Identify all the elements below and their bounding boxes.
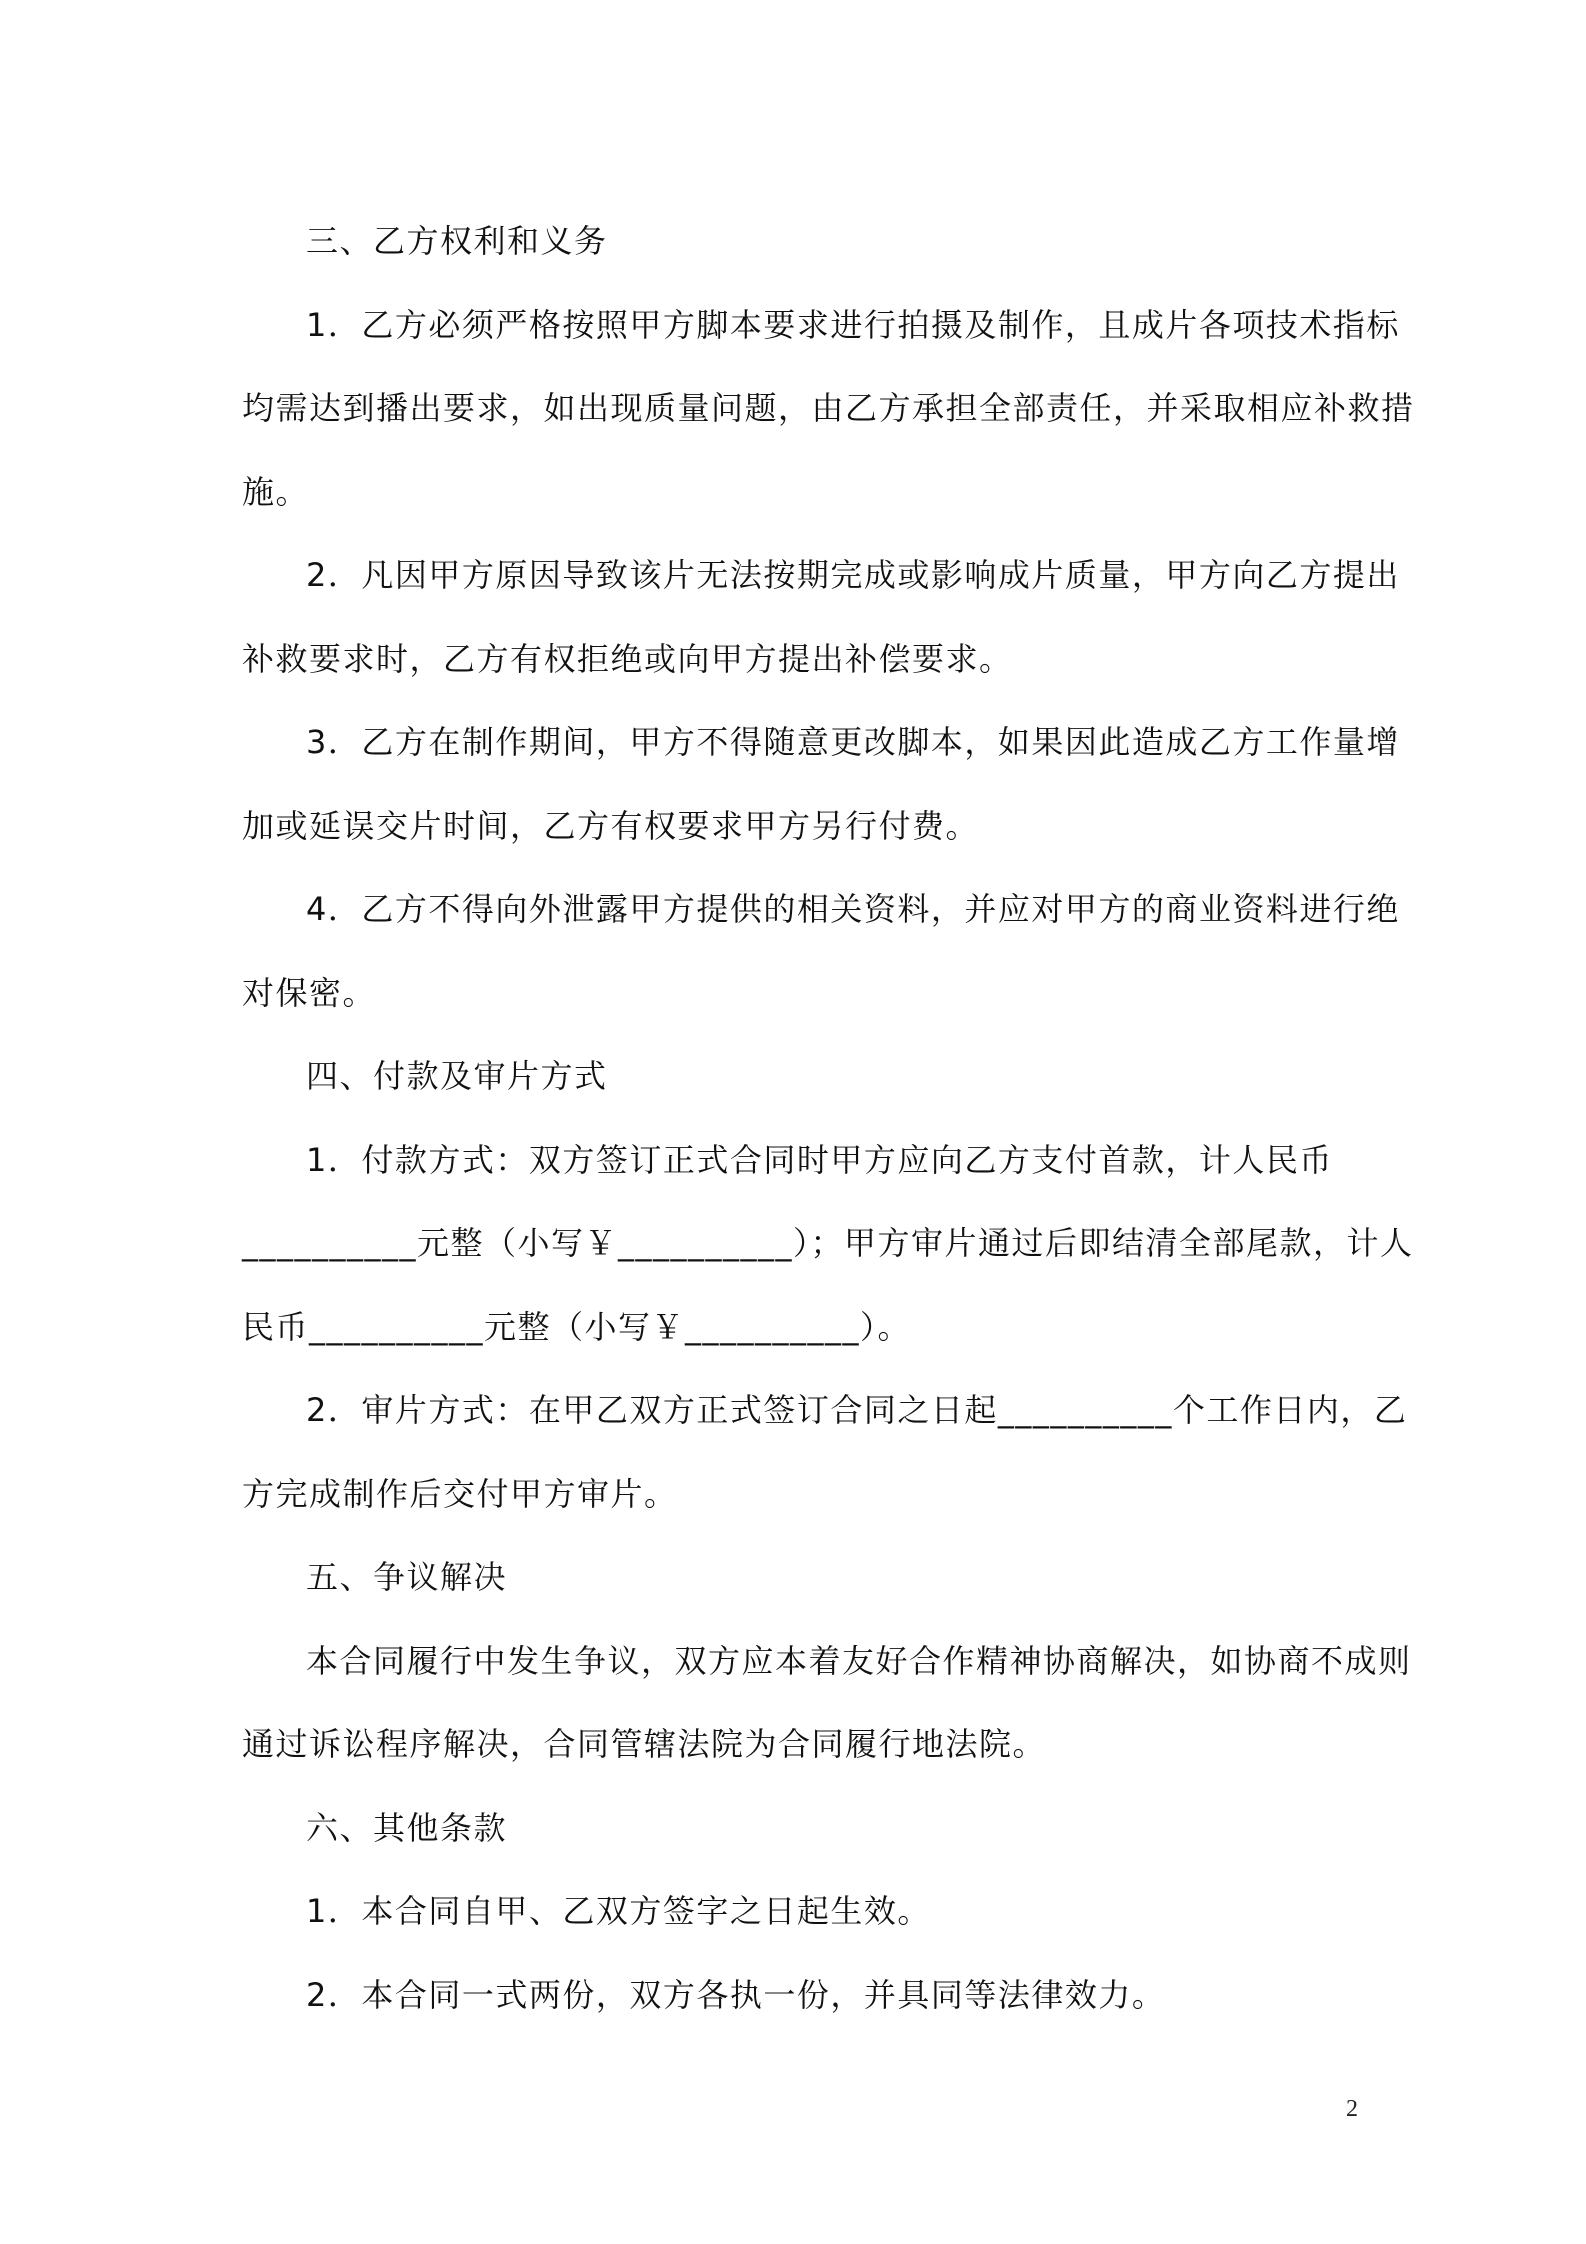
paragraph-line: 2．审片方式：在甲乙双方正式签订合同之日起__________个工作日内，乙 xyxy=(306,1391,1408,1429)
paragraph-line: 通过诉讼程序解决，合同管辖法院为合同履行地法院。 xyxy=(242,1725,1047,1763)
paragraph-line: 施。 xyxy=(242,472,310,511)
paragraph-line: 补救要求时，乙方有权拒绝或向甲方提出补偿要求。 xyxy=(242,639,1013,678)
section-heading-3: 三、乙方权利和义务 xyxy=(306,222,608,260)
paragraph-line: 对保密。 xyxy=(242,973,377,1012)
section-heading-5: 五、争议解决 xyxy=(306,1558,508,1596)
page-number: 2 xyxy=(1346,2096,1358,2122)
section-heading-4: 四、付款及审片方式 xyxy=(306,1057,608,1095)
paragraph-line: 加或延误交片时间，乙方有权要求甲方另行付费。 xyxy=(242,806,980,845)
paragraph-line: __________元整（小写￥__________）；甲方审片通过后即结清全部尾款，计人 xyxy=(242,1224,1414,1262)
paragraph-line: 本合同履行中发生争议，双方应本着友好合作精神协商解决，如协商不成则 xyxy=(306,1641,1412,1680)
paragraph-line: 方完成制作后交付甲方审片。 xyxy=(242,1474,678,1513)
paragraph-line: 均需达到播出要求，如出现质量问题，由乙方承担全部责任，并采取相应补救措 xyxy=(242,389,1415,427)
paragraph-line: 1．付款方式：双方签订正式合同时甲方应向乙方支付首款，计人民币 xyxy=(306,1140,1333,1179)
paragraph-line: 2．本合同一式两份，双方各执一份，并具同等法律效力。 xyxy=(306,1975,1166,2014)
paragraph-line: 3．乙方在制作期间，甲方不得随意更改脚本，如果因此造成乙方工作量增 xyxy=(306,723,1400,761)
paragraph-line: 1．乙方必须严格按照甲方脚本要求进行拍摄及制作，且成片各项技术指标 xyxy=(306,305,1400,344)
paragraph-line: 2．凡因甲方原因导致该片无法按期完成或影响成片质量，甲方向乙方提出 xyxy=(306,556,1400,594)
paragraph-line: 4．乙方不得向外泄露甲方提供的相关资料，并应对甲方的商业资料进行绝 xyxy=(306,890,1400,928)
paragraph-line: 民币__________元整（小写￥__________）。 xyxy=(242,1307,912,1346)
paragraph-line: 1．本合同自甲、乙双方签字之日起生效。 xyxy=(306,1892,931,1930)
section-heading-6: 六、其他条款 xyxy=(306,1808,508,1847)
document-body xyxy=(242,200,1415,2037)
